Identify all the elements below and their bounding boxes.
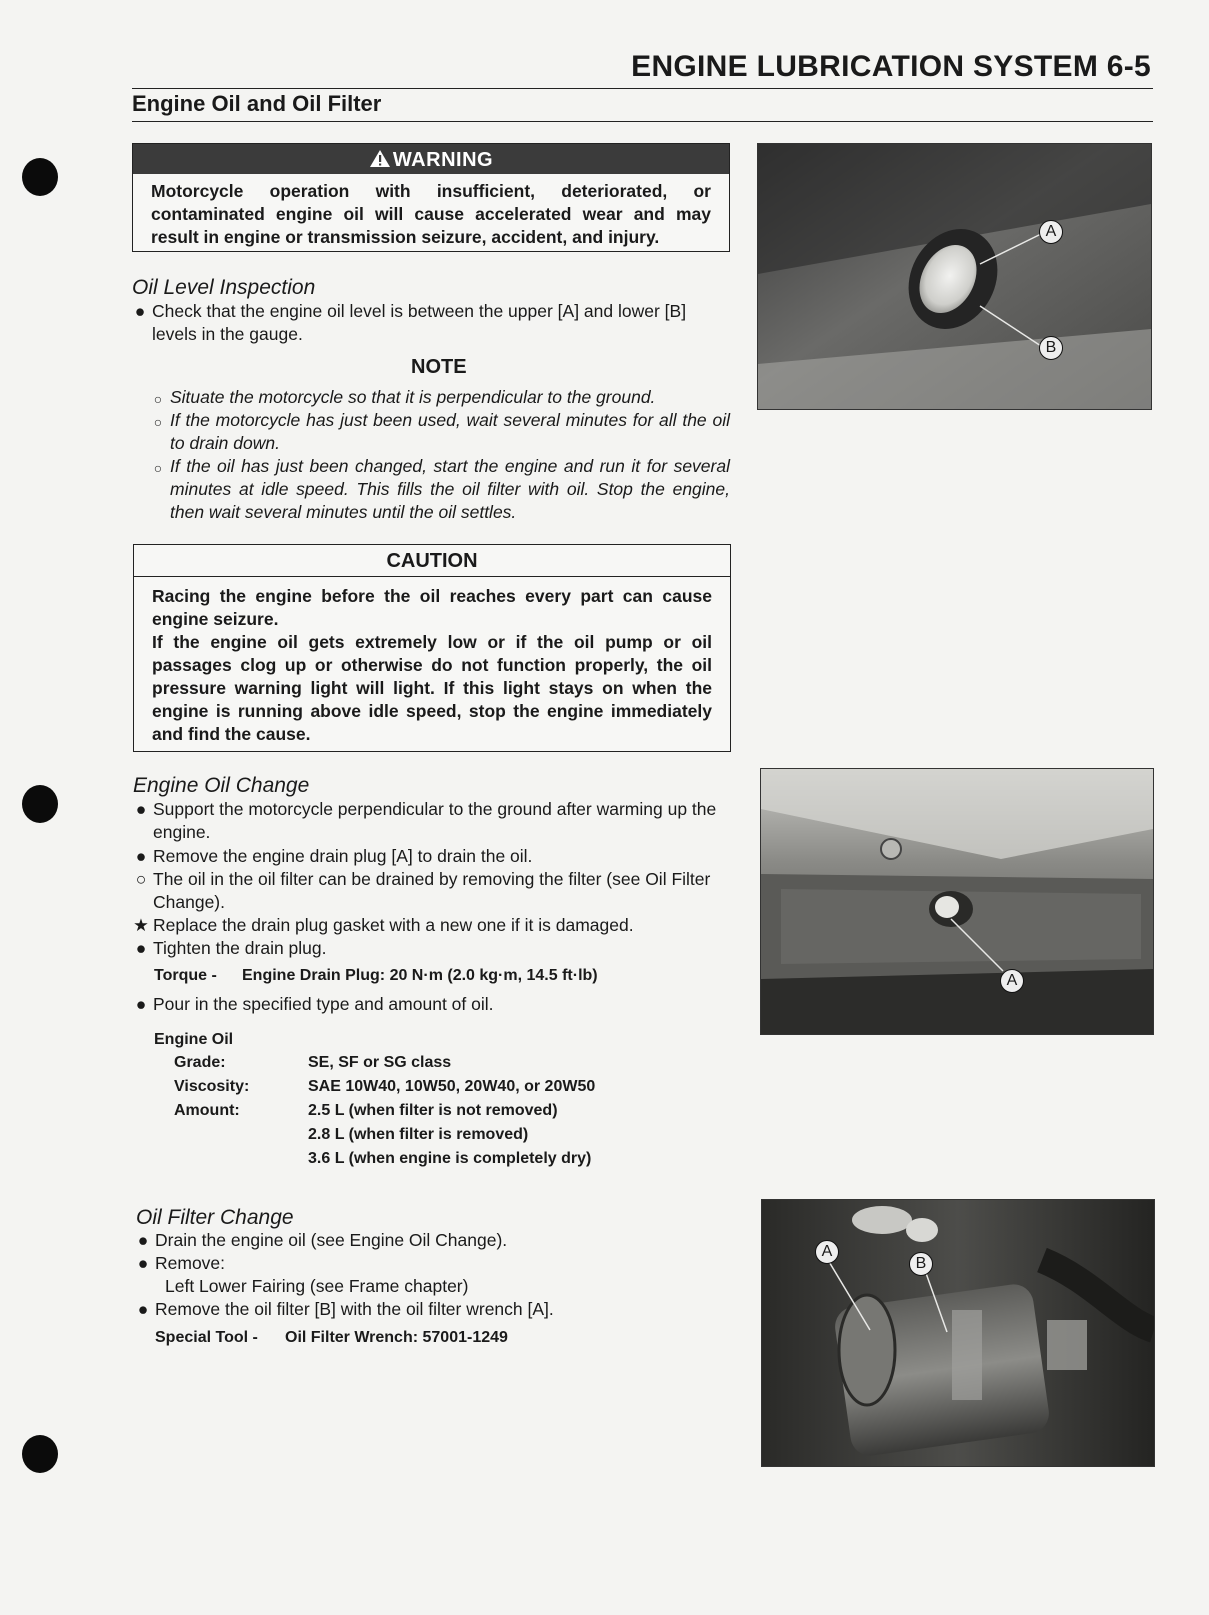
callout-label-b: B xyxy=(1039,336,1063,360)
note-item: ○ Situate the motorcycle so that it is perpendicular to the ground. xyxy=(150,386,730,409)
oil-level-title: Oil Level Inspection xyxy=(132,276,316,299)
list-item: ● Remove: xyxy=(135,1252,735,1275)
torque-label: Torque - xyxy=(154,967,217,984)
grade-value: SE, SF or SG class xyxy=(308,1054,452,1071)
header-rule xyxy=(132,88,1153,89)
warning-label: WARNING xyxy=(392,149,494,171)
punch-hole-middle xyxy=(22,785,58,823)
caution-paragraph: Racing the engine before the oil reaches every part can cause engine seizure. xyxy=(152,586,712,629)
callout-label-a: A xyxy=(1039,220,1063,244)
filled-bullet-icon: ● xyxy=(137,1230,149,1250)
callout-label-a: A xyxy=(815,1240,839,1264)
drain-plug-photo xyxy=(760,768,1154,1035)
list-item: ● Tighten the drain plug. xyxy=(133,937,733,960)
amount-label: Amount: xyxy=(174,1102,240,1119)
filled-bullet-icon: ● xyxy=(135,938,147,958)
filled-bullet-icon: ● xyxy=(137,1253,149,1273)
oil-level-gauge-photo xyxy=(757,143,1152,410)
caution-paragraph: If the engine oil gets extremely low or if the oil pump or oil passages clog up or otherwise do not function properly, the oil pressure warning light will light. If this light stays on when the engine is running above idle speed, stop the engine immediately and find the cause. xyxy=(152,632,712,744)
star-bullet-icon: ★ xyxy=(133,915,149,935)
filled-bullet-icon: ● xyxy=(137,1299,149,1319)
filled-bullet-icon: ● xyxy=(135,799,147,819)
torque-value: Engine Drain Plug: 20 N·m (2.0 kg·m, 14.5 ft·lb) xyxy=(242,967,598,984)
filled-bullet-icon: ● xyxy=(135,846,147,866)
filter-change-title: Oil Filter Change xyxy=(136,1206,294,1229)
amount-value: 2.5 L (when filter is not removed) xyxy=(308,1102,558,1119)
hollow-bullet-icon: ○ xyxy=(135,869,147,889)
grade-label: Grade: xyxy=(174,1054,226,1071)
warning-header xyxy=(133,144,729,174)
special-tool-value: Oil Filter Wrench: 57001-1249 xyxy=(285,1329,508,1346)
note-label: NOTE xyxy=(411,356,467,378)
list-item: ● Remove the engine drain plug [A] to drain the oil. xyxy=(133,845,733,868)
filled-bullet-icon: ● xyxy=(134,301,146,321)
hollow-bullet-icon: ○ xyxy=(153,391,163,407)
hollow-bullet-icon: ○ xyxy=(153,460,163,476)
list-item: ○ The oil in the oil filter can be drained by removing the filter (see Oil Filter Change). xyxy=(133,868,733,914)
list-item-sub: Left Lower Fairing (see Frame chapter) xyxy=(165,1276,469,1296)
punch-hole-bottom xyxy=(22,1435,58,1473)
caution-body xyxy=(134,577,730,752)
list-item: ● Pour in the specified type and amount of oil. xyxy=(133,993,733,1016)
callout-label-a: A xyxy=(1000,969,1024,993)
list-item: ● Drain the engine oil (see Engine Oil Change). xyxy=(135,1229,735,1252)
list-item: ● Remove the oil filter [B] with the oil filter wrench [A]. xyxy=(135,1298,735,1321)
warning-triangle-icon xyxy=(369,149,391,168)
caution-header: CAUTION xyxy=(134,545,730,577)
hollow-bullet-icon: ○ xyxy=(153,414,163,430)
list-item: ★ Replace the drain plug gasket with a new one if it is damaged. xyxy=(133,915,634,935)
note-item: ○ If the oil has just been changed, start the engine and run it for several minutes at idle speed. This fills the oil filter with oil. Stop the engine, then wait several minutes until the oil settles. xyxy=(150,455,730,524)
page-header-title: ENGINE LUBRICATION SYSTEM 6-5 xyxy=(631,50,1151,83)
punch-hole-top xyxy=(22,158,58,196)
callout-label-b: B xyxy=(909,1252,933,1276)
note-item: ○ If the motorcycle has just been used, wait several minutes for all the oil to drain down. xyxy=(150,409,730,455)
list-item: ● Support the motorcycle perpendicular to the ground after warming up the engine. xyxy=(133,798,733,844)
amount-value: 2.8 L (when filter is removed) xyxy=(308,1126,529,1143)
section-rule xyxy=(132,121,1153,122)
oil-change-title: Engine Oil Change xyxy=(133,774,310,797)
viscosity-value: SAE 10W40, 10W50, 20W40, or 20W50 xyxy=(308,1078,596,1095)
caution-box xyxy=(133,544,731,752)
warning-box xyxy=(132,143,730,252)
engine-oil-spec-title: Engine Oil xyxy=(154,1031,234,1048)
list-item: ● Check that the engine oil level is between the upper [A] and lower [B] levels in the gauge. xyxy=(132,300,730,346)
viscosity-label: Viscosity: xyxy=(174,1078,250,1095)
special-tool-label: Special Tool - xyxy=(155,1329,258,1346)
amount-value: 3.6 L (when engine is completely dry) xyxy=(308,1150,592,1167)
oil-filter-photo xyxy=(761,1199,1155,1467)
section-title: Engine Oil and Oil Filter xyxy=(132,91,382,116)
filled-bullet-icon: ● xyxy=(135,994,147,1014)
warning-text: Motorcycle operation with insufficient, deteriorated, or contaminated engine oil will cause accelerated wear and may result in engine or transmission seizure, accident, and injury. xyxy=(151,181,711,247)
